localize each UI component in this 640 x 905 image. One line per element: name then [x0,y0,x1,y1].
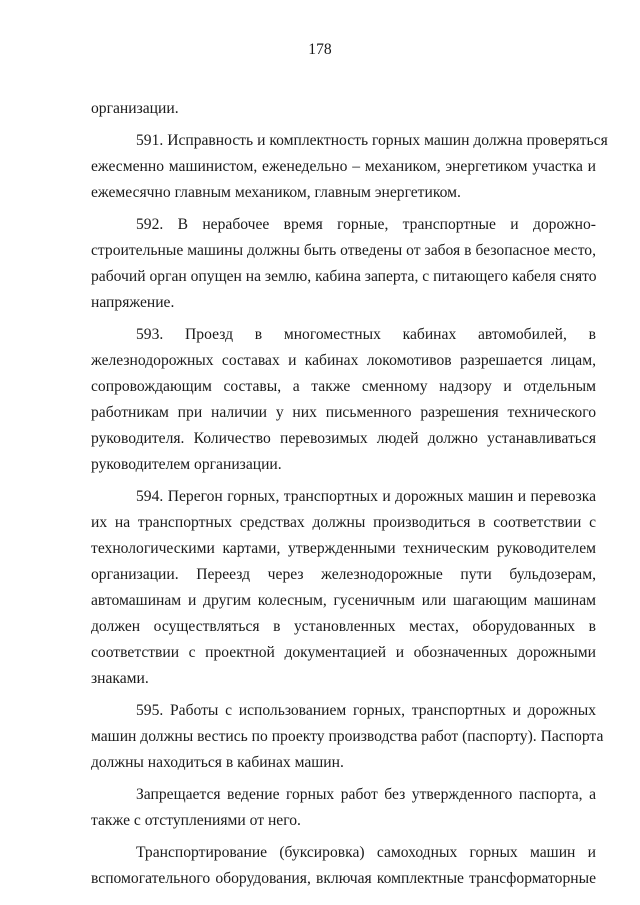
text-line: их на транспортных средствах должны производиться в соответствии с [91,514,596,531]
text-line: напряжение. [91,294,175,311]
paragraph-594 [91,484,596,692]
text-line: работникам при наличии у них письменного разрешения технического [91,404,596,421]
paragraph-593 [91,322,596,478]
text-line: руководителем организации. [91,456,282,473]
page-number: 178 [308,41,332,58]
text-line: сопровождающим составы, а также сменному надзору и отдельным [91,378,596,395]
text-line: вспомогательного оборудования, включая комплектные трансформаторные [91,870,596,887]
document-body [91,96,608,892]
text-line: организации. Переезд через железнодорожные пути бульдозерам, [91,566,596,583]
text-line: ежесменно машинистом, еженедельно – механиком, энергетиком участка и [91,158,596,175]
text-line: автомашинам и другим колесным, гусеничным или шагающим машинам [91,592,596,609]
text-line: рабочий орган опущен на землю, кабина заперта, с питающего кабеля снято [91,268,597,285]
text-line: знаками. [91,670,149,687]
paragraph-continuation [91,96,596,122]
text-line: руководителя. Количество перевозимых людей должно устанавливаться [91,430,596,447]
text-line: 595. Работы с использованием горных, транспортных и дорожных [136,702,596,719]
paragraph-595 [91,698,604,776]
text-line: организации. [91,100,179,117]
text-line: Запрещается ведение горных работ без утвержденного паспорта, а [136,786,596,803]
text-line: Транспортирование (буксировка) самоходных горных машин и [136,844,596,861]
text-line: ежемесячно главным механиком, главным энергетиком. [91,184,461,201]
text-line: 593. Проезд в многоместных кабинах автомобилей, в [136,326,596,343]
paragraph-transportation [91,840,596,892]
paragraph-prohibition [91,782,596,834]
text-line: 592. В нерабочее время горные, транспортные и дорожно- [136,216,596,233]
text-line: соответствии с проектной документацией и обозначенных дорожными [91,644,596,661]
text-line: 594. Перегон горных, транспортных и дорожных машин и перевозка [136,488,596,505]
text-line: 591. Исправность и комплектность горных машин должна проверяться [136,132,608,149]
text-line: должны находиться в кабинах машин. [91,754,344,771]
text-line: также с отступлениями от него. [91,812,301,829]
text-line: машин должны вестись по проекту производства работ (паспорту). Паспорта [91,728,604,745]
text-line: должен осуществляться в установленных местах, оборудованных в [91,618,596,635]
text-line: технологическими картами, утвержденными техническим руководителем [91,540,596,557]
paragraph-592 [91,212,596,316]
text-line: железнодорожных составах и кабинах локомотивов разрешается лицам, [91,352,596,369]
text-line: строительные машины должны быть отведены от забоя в безопасное место, [91,242,596,259]
paragraph-591 [91,128,608,206]
